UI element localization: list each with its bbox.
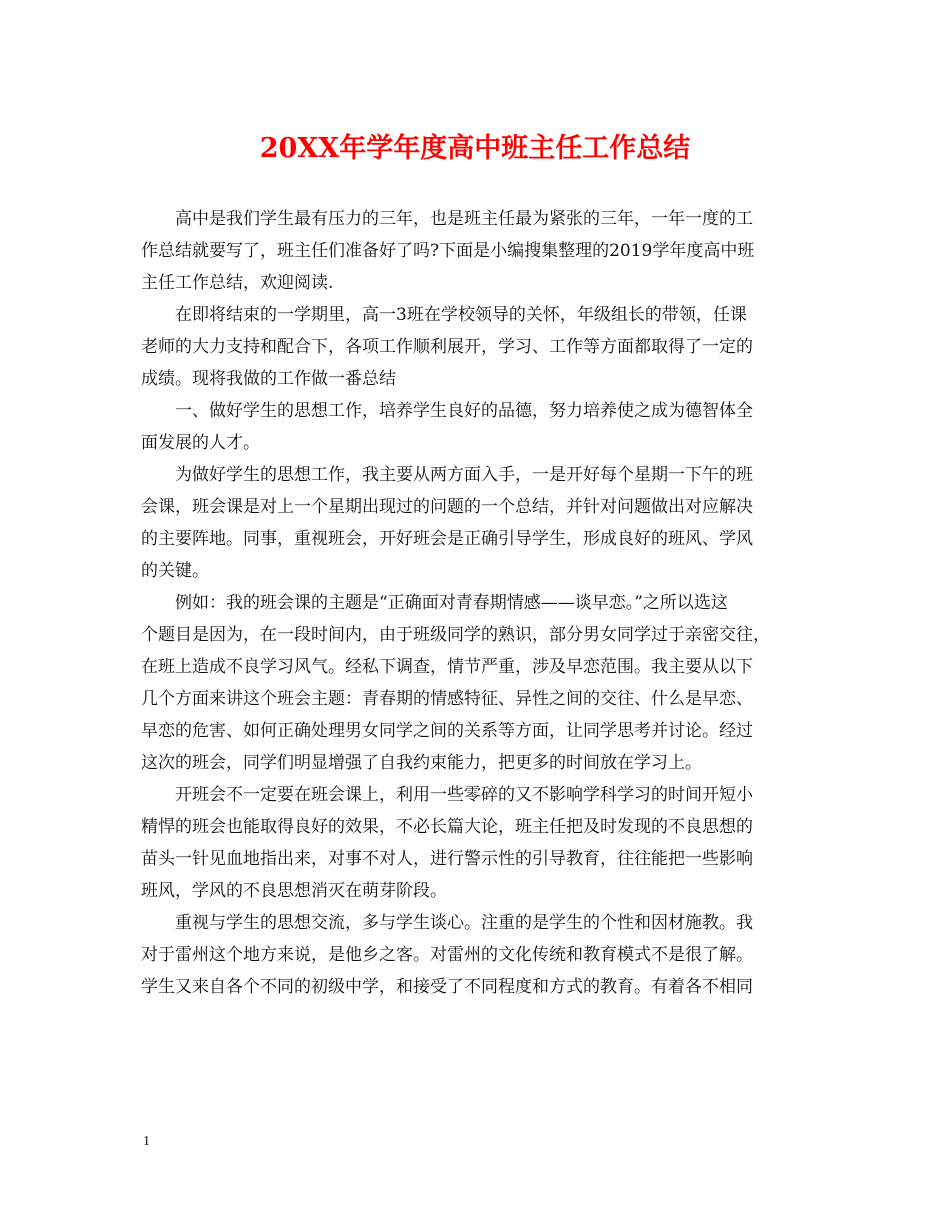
body-line: 例如：我的班会课的主题是“正确面对青春期情感——谈早恋。”之所以选这 xyxy=(141,593,728,613)
body-line: 这次的班会，同学们明显增强了自我约束能力，把更多的时间放在学习上。 xyxy=(141,753,702,773)
document-title: 20XX年学年度高中班主任工作总结 xyxy=(259,133,691,164)
body-line: 在即将结束的一学期里，高一3班在学校领导的关怀，年级组长的带领，任课 xyxy=(141,305,747,325)
body-line: 面发展的人才。 xyxy=(141,433,260,453)
body-line: 班风，学风的不良思想消灭在萌芽阶段。 xyxy=(141,881,447,901)
body-line: 精悍的班会也能取得良好的效果，不必长篇大论，班主任把及时发现的不良思想的 xyxy=(141,817,753,837)
body-line: 的关键。 xyxy=(141,561,209,581)
body-line: 为做好学生的思想工作，我主要从两方面入手，一是开好每个星期一下午的班 xyxy=(141,465,753,485)
page-number: 1 xyxy=(143,1134,150,1149)
body-line: 高中是我们学生最有压力的三年，也是班主任最为紧张的三年，一年一度的工 xyxy=(141,209,753,229)
body-line: 几个方面来讲这个班会主题：青春期的情感特征、异性之间的交往、什么是早恋、 xyxy=(141,689,753,709)
body-line: 个题目是因为，在一段时间内，由于班级同学的熟识，部分男女同学过于亲密交往， xyxy=(141,625,770,645)
body-line: 作总结就要写了，班主任们准备好了吗?下面是小编搜集整理的2019学年度高中班 xyxy=(141,241,755,261)
body-line: 早恋的危害、如何正确处理男女同学之间的关系等方面，让同学思考并讨论。经过 xyxy=(141,721,753,741)
body-line: 主任工作总结，欢迎阅读. xyxy=(141,273,334,293)
body-line: 学生又来自各个不同的初级中学，和接受了不同程度和方式的教育。有着各不相同 xyxy=(141,977,753,997)
body-line: 对于雷州这个地方来说，是他乡之客。对雷州的文化传统和教育模式不是很了解。 xyxy=(141,945,753,965)
body-line: 的主要阵地。同事，重视班会，开好班会是正确引导学生，形成良好的班风、学风 xyxy=(141,529,753,549)
body-line: 一、做好学生的思想工作，培养学生良好的品德，努力培养使之成为德智体全 xyxy=(141,401,753,421)
body-line: 老师的大力支持和配合下，各项工作顺利展开，学习、工作等方面都取得了一定的 xyxy=(141,337,753,357)
body-line: 苗头一针见血地指出来，对事不对人，进行警示性的引导教育，往往能把一些影响 xyxy=(141,849,753,869)
body-line: 在班上造成不良学习风气。经私下调查，情节严重，涉及早恋范围。我主要从以下 xyxy=(141,657,753,677)
body-line: 成绩。现将我做的工作做一番总结 xyxy=(141,369,396,389)
body-line: 会课，班会课是对上一个星期出现过的问题的一个总结，并针对问题做出对应解决 xyxy=(141,497,753,517)
body-line: 重视与学生的思想交流，多与学生谈心。注重的是学生的个性和因材施教。我 xyxy=(141,913,753,933)
body-line: 开班会不一定要在班会课上，利用一些零碎的又不影响学科学习的时间开短小 xyxy=(141,785,753,805)
document-body xyxy=(141,203,816,1003)
